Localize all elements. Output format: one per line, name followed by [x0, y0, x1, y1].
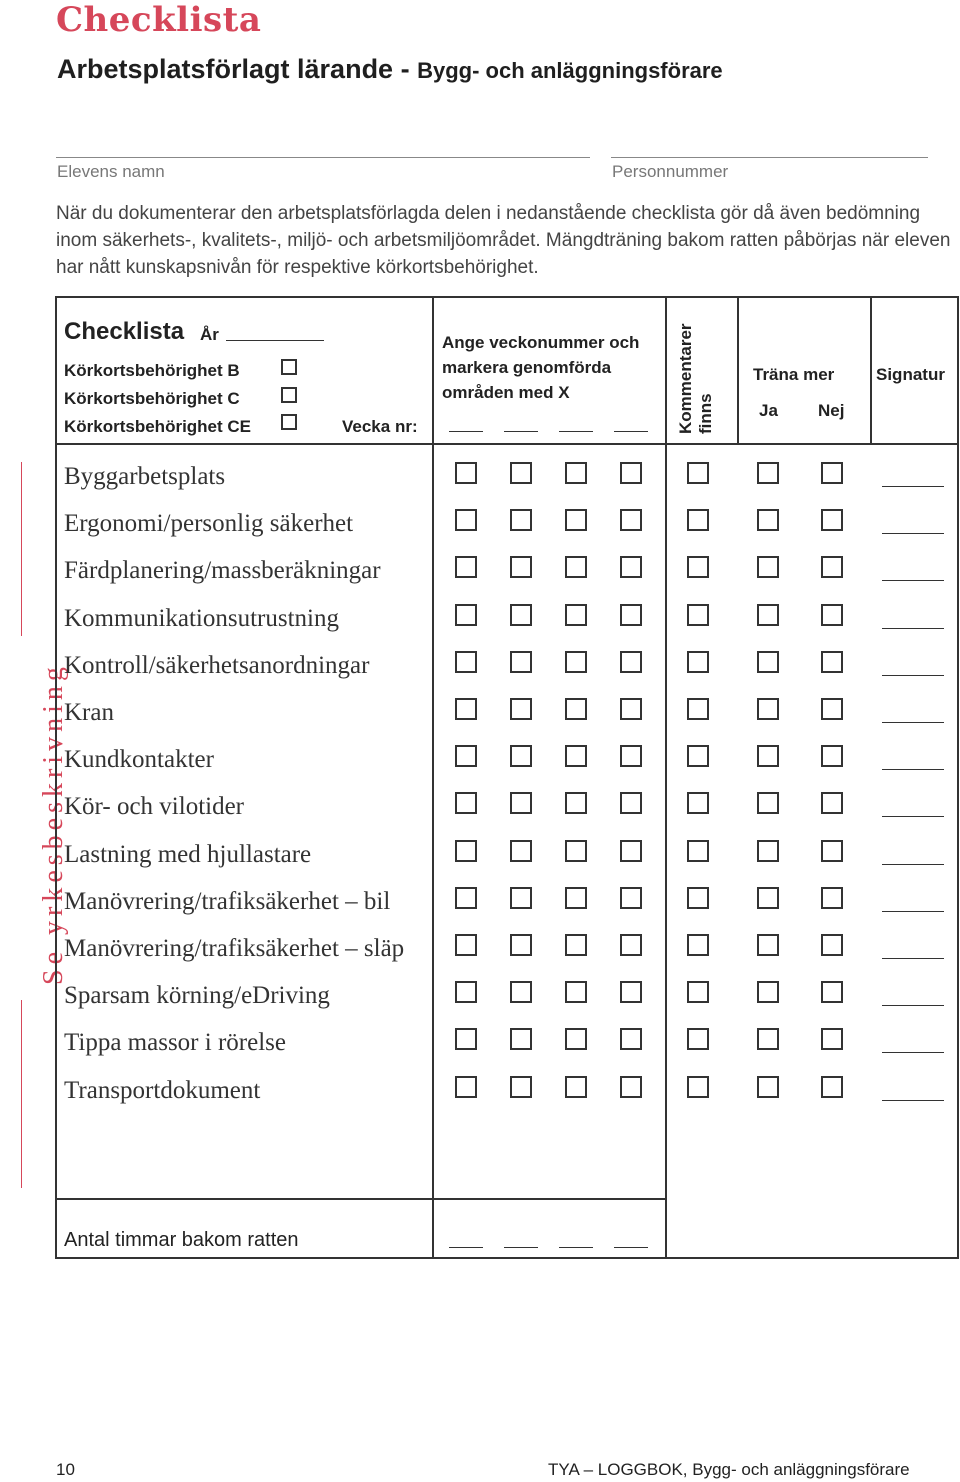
practice-yes-checkbox[interactable]: [757, 840, 779, 862]
week-number-field[interactable]: [449, 431, 483, 432]
week-2-checkbox[interactable]: [510, 556, 532, 578]
signature-field[interactable]: [882, 533, 944, 534]
week-4-checkbox[interactable]: [620, 604, 642, 626]
week-1-checkbox[interactable]: [455, 934, 477, 956]
week-2-checkbox[interactable]: [510, 509, 532, 531]
practice-yes-checkbox[interactable]: [757, 509, 779, 531]
hours-divider: [55, 1198, 665, 1200]
signature-field[interactable]: [882, 1100, 944, 1101]
comments-checkbox[interactable]: [687, 651, 709, 673]
column-divider: [870, 296, 872, 444]
week-4-checkbox[interactable]: [620, 462, 642, 484]
license-b-label: Körkortsbehörighet B: [64, 361, 240, 380]
week-1-checkbox[interactable]: [455, 698, 477, 720]
hours-field[interactable]: [614, 1247, 648, 1248]
sidebar-rule-top: [21, 462, 22, 636]
practice-no-checkbox[interactable]: [821, 556, 843, 578]
row-label: Sparsam körning/eDriving: [64, 982, 330, 1009]
row-label: Kontroll/säkerhetsanordningar: [64, 652, 370, 679]
student-name-field[interactable]: [56, 157, 590, 158]
week-4-checkbox[interactable]: [620, 981, 642, 1003]
comments-checkbox[interactable]: [687, 792, 709, 814]
week-2-checkbox[interactable]: [510, 981, 532, 1003]
hours-field[interactable]: [449, 1247, 483, 1248]
column-divider: [737, 296, 739, 444]
week-3-checkbox[interactable]: [565, 462, 587, 484]
practice-yes-checkbox[interactable]: [757, 698, 779, 720]
signature-field[interactable]: [882, 1052, 944, 1053]
week-3-checkbox[interactable]: [565, 887, 587, 909]
subtitle-sub: Bygg- och anläggningsförare: [417, 58, 723, 83]
row-label: Färdplanering/massberäkningar: [64, 557, 381, 584]
year-label: År: [200, 325, 219, 344]
comments-checkbox[interactable]: [687, 887, 709, 909]
sidebar-label: Se yrkesbeskrivning: [38, 662, 69, 985]
comments-checkbox[interactable]: [687, 981, 709, 1003]
signature-field[interactable]: [882, 486, 944, 487]
week-2-checkbox[interactable]: [510, 934, 532, 956]
week-2-checkbox[interactable]: [510, 462, 532, 484]
practice-no-checkbox[interactable]: [821, 651, 843, 673]
week-1-checkbox[interactable]: [455, 745, 477, 767]
week-4-checkbox[interactable]: [620, 698, 642, 720]
week-column-header: Ange veckonummer och markera genomförda områden med X: [442, 333, 640, 402]
column-divider: [432, 296, 434, 1259]
practice-yes-checkbox[interactable]: [757, 1028, 779, 1050]
header-divider: [55, 443, 959, 445]
signature-field[interactable]: [882, 769, 944, 770]
week-1-checkbox[interactable]: [455, 840, 477, 862]
practice-no-checkbox[interactable]: [821, 745, 843, 767]
week-1-checkbox[interactable]: [455, 887, 477, 909]
signature-field[interactable]: [882, 675, 944, 676]
license-c-label: Körkortsbehörighet C: [64, 389, 240, 408]
week-4-checkbox[interactable]: [620, 792, 642, 814]
practice-no-checkbox[interactable]: [821, 981, 843, 1003]
no-label: Nej: [818, 401, 845, 420]
student-name-label: Elevens namn: [57, 162, 165, 181]
practice-no-checkbox[interactable]: [821, 792, 843, 814]
practice-no-checkbox[interactable]: [821, 1028, 843, 1050]
signature-field[interactable]: [882, 864, 944, 865]
week-3-checkbox[interactable]: [565, 604, 587, 626]
week-3-checkbox[interactable]: [565, 1028, 587, 1050]
week-4-checkbox[interactable]: [620, 651, 642, 673]
week-2-checkbox[interactable]: [510, 792, 532, 814]
row-label: Byggarbetsplats: [64, 463, 226, 490]
practice-yes-checkbox[interactable]: [757, 934, 779, 956]
license-ce-label: Körkortsbehörighet CE: [64, 417, 252, 436]
signature-field[interactable]: [882, 816, 944, 817]
subtitle-separator: -: [393, 54, 418, 84]
week-4-checkbox[interactable]: [620, 887, 642, 909]
comments-checkbox[interactable]: [687, 698, 709, 720]
signature-header: Signatur: [876, 365, 945, 384]
week-3-checkbox[interactable]: [565, 698, 587, 720]
comments-checkbox[interactable]: [687, 934, 709, 956]
comments-checkbox[interactable]: [687, 1028, 709, 1050]
week-3-checkbox[interactable]: [565, 556, 587, 578]
week-1-checkbox[interactable]: [455, 792, 477, 814]
row-label: Manövrering/trafiksäkerhet – släp: [64, 935, 405, 962]
row-label: Kundkontakter: [64, 746, 214, 773]
checklist-table: [55, 296, 959, 1259]
signature-field[interactable]: [882, 722, 944, 723]
practice-yes-checkbox[interactable]: [757, 462, 779, 484]
comments-checkbox[interactable]: [687, 604, 709, 626]
week-3-checkbox[interactable]: [565, 981, 587, 1003]
week-1-checkbox[interactable]: [455, 604, 477, 626]
license-ce-checkbox[interactable]: [281, 414, 297, 430]
week-4-checkbox[interactable]: [620, 934, 642, 956]
practice-no-checkbox[interactable]: [821, 462, 843, 484]
year-field[interactable]: [226, 340, 324, 341]
week-4-checkbox[interactable]: [620, 1076, 642, 1098]
week-4-checkbox[interactable]: [620, 509, 642, 531]
week-3-checkbox[interactable]: [565, 792, 587, 814]
week-1-checkbox[interactable]: [455, 651, 477, 673]
personal-number-label: Personnummer: [612, 162, 729, 181]
row-label: Kommunikationsutrustning: [64, 605, 339, 632]
week-1-checkbox[interactable]: [455, 981, 477, 1003]
signature-field[interactable]: [882, 911, 944, 912]
comments-checkbox[interactable]: [687, 1076, 709, 1098]
comments-checkbox[interactable]: [687, 556, 709, 578]
license-c-checkbox[interactable]: [281, 387, 297, 403]
practice-no-checkbox[interactable]: [821, 840, 843, 862]
practice-yes-checkbox[interactable]: [757, 745, 779, 767]
week-label: Vecka nr:: [342, 417, 418, 436]
practice-no-checkbox[interactable]: [821, 509, 843, 531]
week-2-checkbox[interactable]: [510, 745, 532, 767]
comments-checkbox[interactable]: [687, 462, 709, 484]
practice-no-checkbox[interactable]: [821, 1076, 843, 1098]
comments-checkbox[interactable]: [687, 745, 709, 767]
week-2-checkbox[interactable]: [510, 1076, 532, 1098]
week-1-checkbox[interactable]: [455, 509, 477, 531]
practice-yes-checkbox[interactable]: [757, 792, 779, 814]
week-3-checkbox[interactable]: [565, 509, 587, 531]
comments-header: Kommentarer finns: [676, 323, 715, 434]
signature-field[interactable]: [882, 1005, 944, 1006]
comments-checkbox[interactable]: [687, 509, 709, 531]
row-label: Kran: [64, 699, 114, 726]
week-2-checkbox[interactable]: [510, 887, 532, 909]
page-subtitle: [57, 54, 723, 85]
week-2-checkbox[interactable]: [510, 604, 532, 626]
signature-field[interactable]: [882, 628, 944, 629]
signature-field[interactable]: [882, 958, 944, 959]
sidebar-rule-bottom: [21, 1000, 22, 1188]
week-1-checkbox[interactable]: [455, 556, 477, 578]
subtitle-main: Arbetsplatsförlagt lärande: [57, 54, 394, 84]
week-number-field[interactable]: [559, 431, 593, 432]
hours-label: Antal timmar bakom ratten: [64, 1229, 299, 1251]
hours-field[interactable]: [504, 1247, 538, 1248]
column-divider: [665, 296, 667, 1259]
week-4-checkbox[interactable]: [620, 840, 642, 862]
row-label: Lastning med hjullastare: [64, 841, 312, 868]
week-2-checkbox[interactable]: [510, 840, 532, 862]
practice-yes-checkbox[interactable]: [757, 1076, 779, 1098]
week-4-checkbox[interactable]: [620, 1028, 642, 1050]
week-3-checkbox[interactable]: [565, 651, 587, 673]
checklist-label: Checklista: [64, 318, 185, 345]
week-number-field[interactable]: [614, 431, 648, 432]
signature-field[interactable]: [882, 580, 944, 581]
comments-checkbox[interactable]: [687, 840, 709, 862]
footer-publication: TYA – LOGGBOK, Bygg- och anläggningsförare: [548, 1460, 910, 1479]
week-4-checkbox[interactable]: [620, 556, 642, 578]
week-3-checkbox[interactable]: [565, 1076, 587, 1098]
practice-yes-checkbox[interactable]: [757, 556, 779, 578]
practice-yes-checkbox[interactable]: [757, 981, 779, 1003]
week-3-checkbox[interactable]: [565, 745, 587, 767]
row-label: Manövrering/trafiksäkerhet – bil: [64, 888, 391, 915]
week-1-checkbox[interactable]: [455, 462, 477, 484]
practice-more-header: Träna mer: [753, 365, 835, 384]
week-4-checkbox[interactable]: [620, 745, 642, 767]
week-3-checkbox[interactable]: [565, 840, 587, 862]
hours-field[interactable]: [559, 1247, 593, 1248]
week-1-checkbox[interactable]: [455, 1028, 477, 1050]
intro-paragraph: När du dokumenterar den arbetsplatsförlagda delen i nedanstående checklista gör då även bedömning inom säkerhets-, kvalitets-, miljö- och arbetsmiljöområdet. Mängdträning bakom ratten påbörjas när eleven har nått kunskapsnivån för respektive körkortsbehörighet.: [56, 203, 951, 278]
practice-no-checkbox[interactable]: [821, 887, 843, 909]
practice-no-checkbox[interactable]: [821, 698, 843, 720]
practice-yes-checkbox[interactable]: [757, 887, 779, 909]
practice-no-checkbox[interactable]: [821, 604, 843, 626]
practice-no-checkbox[interactable]: [821, 934, 843, 956]
row-label: Ergonomi/personlig säkerhet: [64, 510, 354, 537]
week-3-checkbox[interactable]: [565, 934, 587, 956]
week-1-checkbox[interactable]: [455, 1076, 477, 1098]
row-label: Transportdokument: [64, 1077, 261, 1104]
practice-yes-checkbox[interactable]: [757, 604, 779, 626]
yes-label: Ja: [759, 401, 778, 420]
row-label: Tippa massor i rörelse: [64, 1029, 286, 1056]
week-2-checkbox[interactable]: [510, 1028, 532, 1050]
page-number: 10: [56, 1460, 75, 1479]
week-2-checkbox[interactable]: [510, 651, 532, 673]
personal-number-field[interactable]: [611, 157, 928, 158]
week-number-field[interactable]: [504, 431, 538, 432]
week-2-checkbox[interactable]: [510, 698, 532, 720]
page-title: Checklista: [56, 0, 262, 40]
practice-yes-checkbox[interactable]: [757, 651, 779, 673]
row-label: Kör- och vilotider: [64, 793, 245, 820]
license-b-checkbox[interactable]: [281, 359, 297, 375]
